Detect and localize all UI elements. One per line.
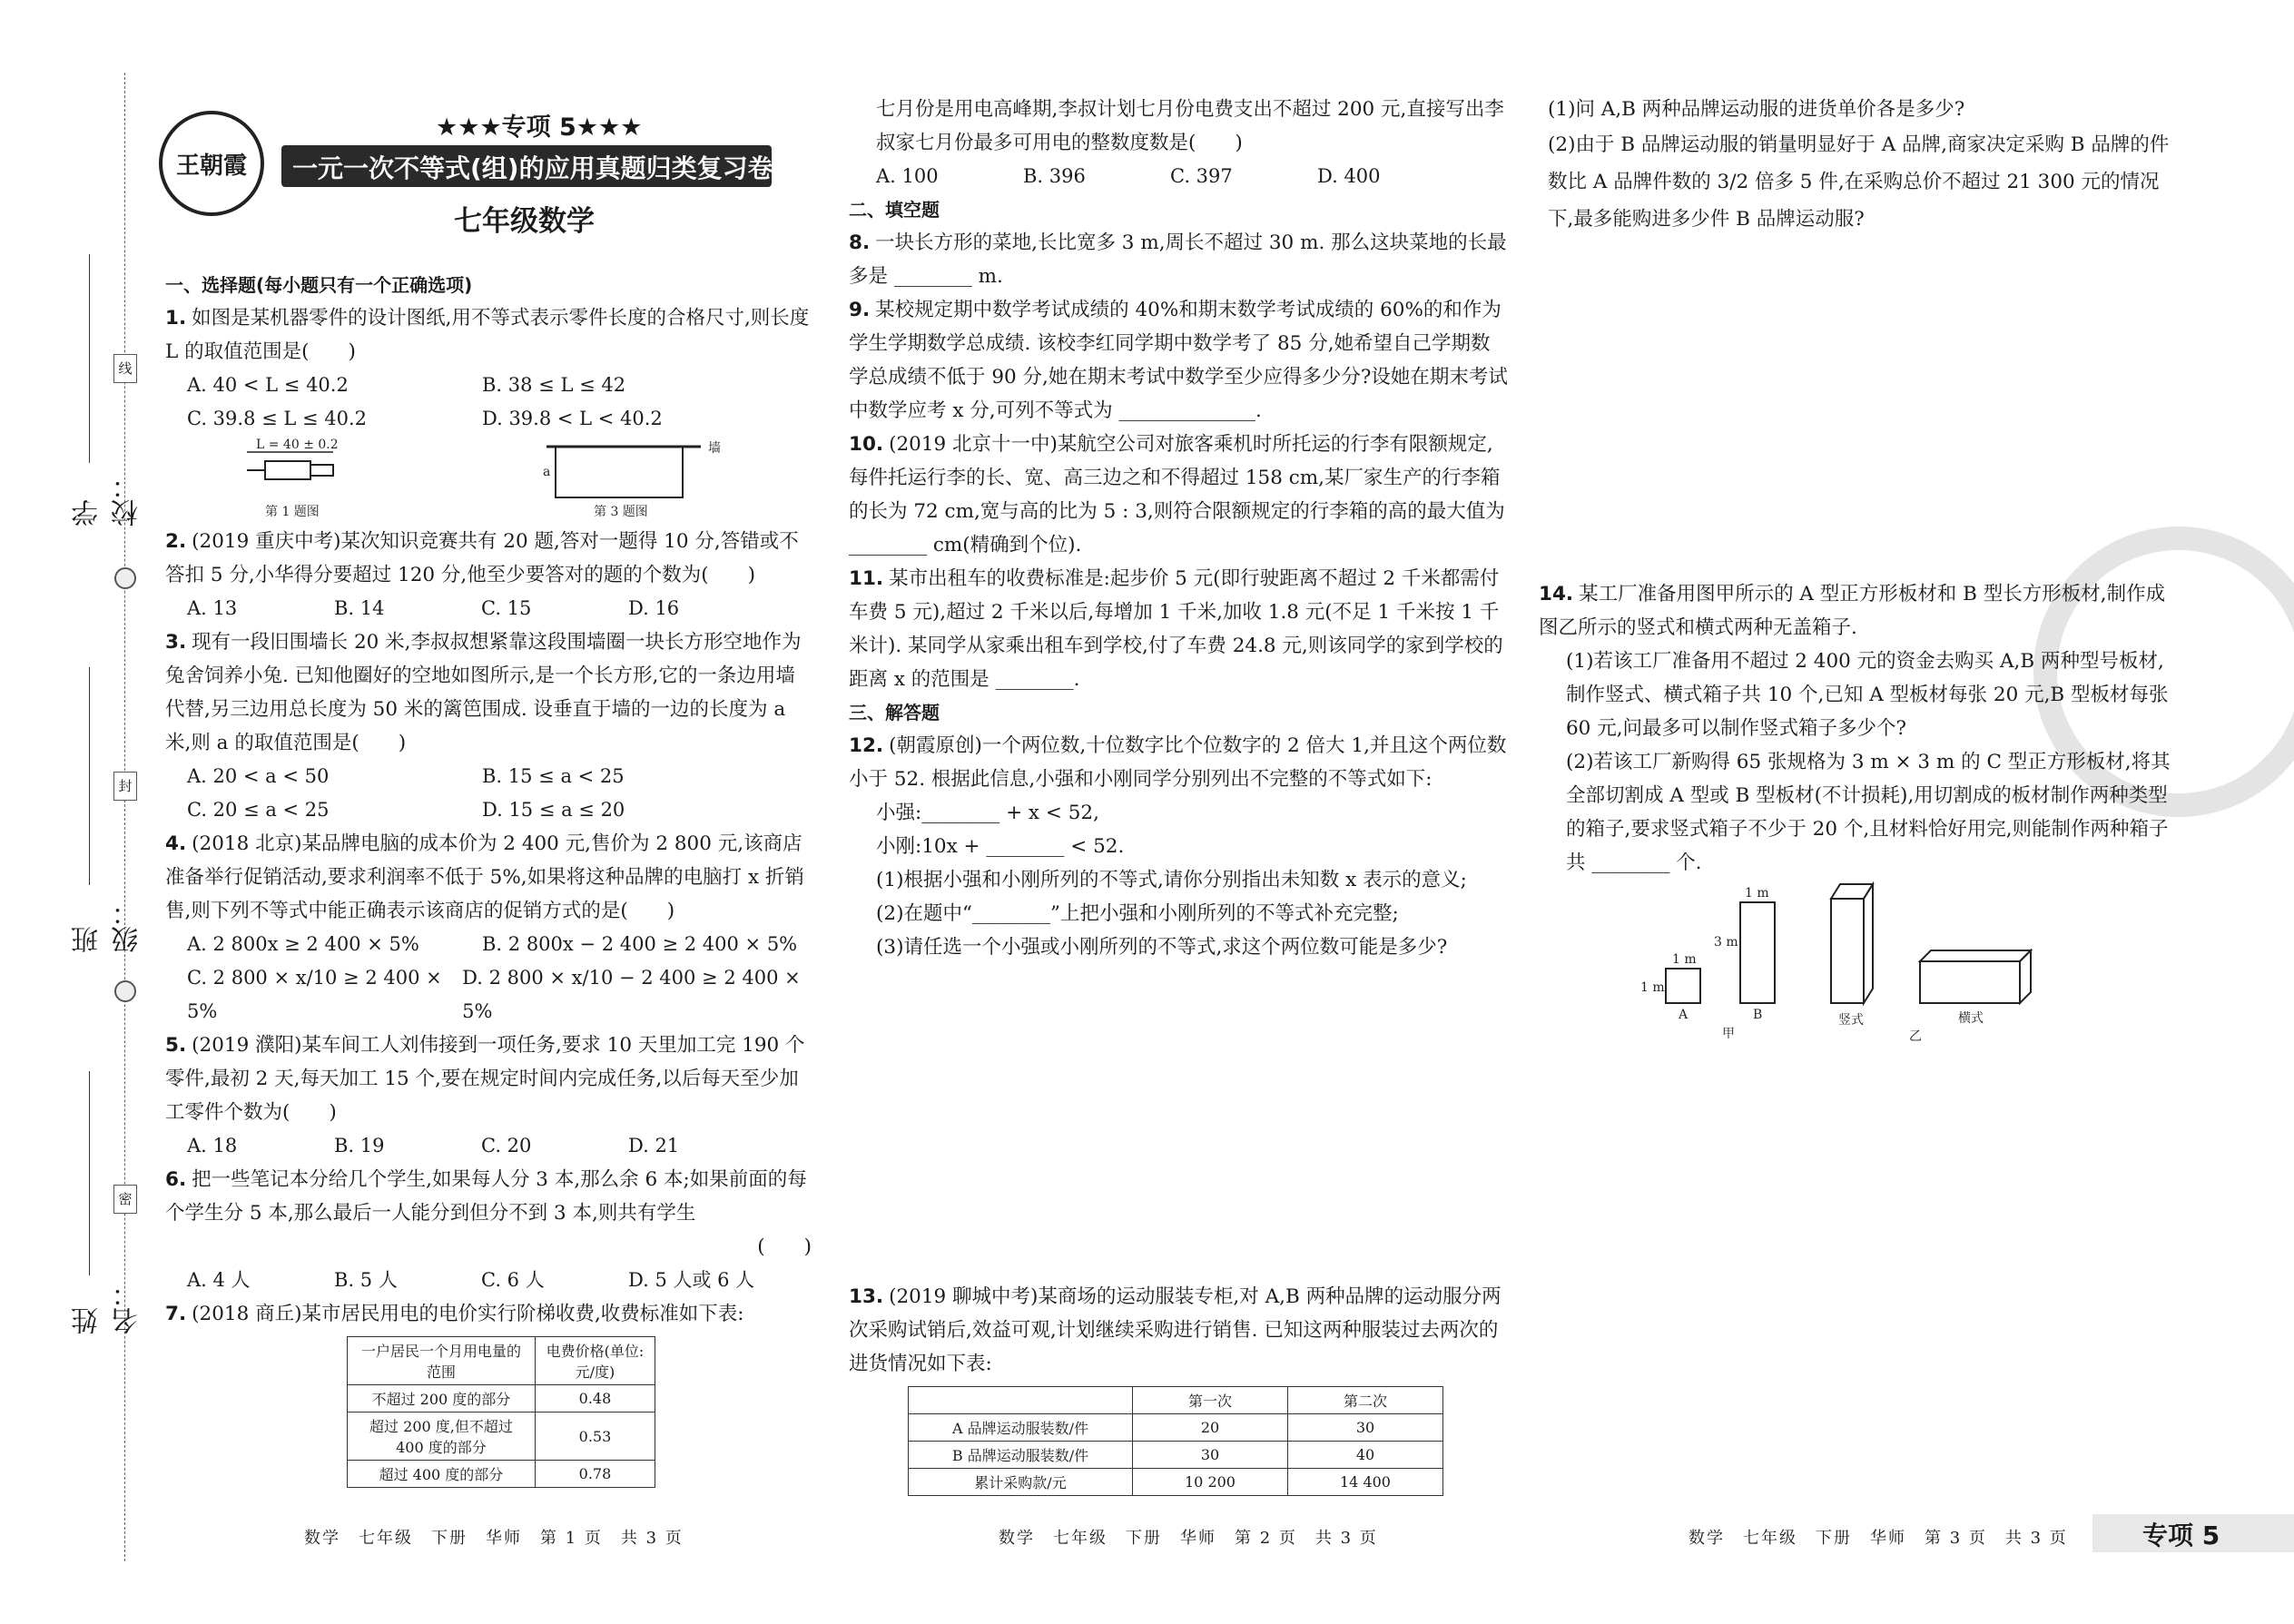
board-a-side: 1 m	[1640, 980, 1665, 995]
table-row	[348, 1412, 655, 1461]
logo-text: 王朝霞	[175, 152, 247, 180]
table-cell: 累计采购款/元	[909, 1469, 1133, 1496]
question-number: 1.	[165, 307, 187, 330]
option-c[interactable]: C. 39.8 ≤ L ≤ 40.2	[187, 408, 368, 429]
option-d[interactable]: D. 39.8 < L < 40.2	[482, 408, 663, 429]
binding-tag-mi: 密	[113, 1185, 137, 1214]
page-title: 一元一次不等式(组)的应用真题归类复习卷	[292, 153, 773, 183]
page-3	[1539, 0, 2294, 1624]
logo-badge	[159, 111, 264, 216]
question-10	[849, 428, 1510, 562]
question-text: 某工厂准备用图甲所示的 A 型正方形板材和 B 型长方形板材,制作成图乙所示的竖式和横式两种无盖箱子.	[1539, 583, 2166, 639]
table-header-cell: 电费价格(单位:元/度)	[535, 1337, 655, 1385]
table-cell: 0.78	[535, 1461, 655, 1488]
figure-yi-caption: 乙	[1909, 1029, 1922, 1044]
question-12-sub1: (1)根据小强和小刚所列的不等式,请你分别指出未知数 x 表示的意义;	[876, 869, 1467, 891]
question-number: 12.	[849, 734, 884, 757]
option-c[interactable]: C. 20	[481, 1135, 532, 1156]
table-cell: 不超过 200 度的部分	[348, 1385, 536, 1412]
question-13-sub2: (2)由于 B 品牌运动服的销量明显好于 A 品牌,商家决定采购 B 品牌的件数比 A 品牌件数的 3/2 倍多 5 件,在采购总价不超过 21 300 元的情况下,最多能购进多少件 B 品牌运动服?	[1548, 133, 2170, 231]
table-header-cell: 第一次	[1133, 1387, 1288, 1414]
question-text: 某市出租车的收费标准是:起步价 5 元(即行驶距离不超过 2 千米都需付车费 5 元),超过 2 千米以后,每增加 1 千米,加收 1.8 元(不足 1 千米按 1 千米计). 某同学从家乘出租车到学校,付了车费 24.8 元,则该同学的家到学校的距离 x 的范围是 ________.	[849, 567, 1503, 691]
question-number: 6.	[165, 1168, 187, 1191]
option-d[interactable]: D. 5 人或 6 人	[628, 1269, 755, 1291]
table-cell: 14 400	[1288, 1469, 1443, 1496]
option-c[interactable]: C. 20 ≤ a < 25	[187, 799, 330, 821]
question-14-sub1: (1)若该工厂准备用不超过 2 400 元的资金去购买 A,B 两种型号板材,制作竖式、横式箱子共 10 个,已知 A 型板材每张 20 元,B 型板材每张 60 元,问最多可以制作竖式箱子多少个?	[1566, 650, 2169, 740]
vertical-box-label: 竖式	[1838, 1013, 1864, 1028]
page-1	[154, 0, 817, 1624]
page-footer: 数学 七年级 下册 华师 第 1 页 共 3 页	[304, 1529, 684, 1548]
question-8	[849, 226, 1510, 293]
electricity-price-table	[347, 1336, 655, 1488]
school-line	[89, 254, 90, 463]
option-b[interactable]: B. 38 ≤ L ≤ 42	[482, 374, 626, 396]
question-3	[165, 625, 812, 760]
board-b-rect	[1740, 902, 1775, 1003]
option-b[interactable]: B. 19	[334, 1135, 385, 1156]
option-d[interactable]: D. 15 ≤ a ≤ 20	[482, 799, 625, 821]
question-text: (2018 商丘)某市居民用电的电价实行阶梯收费,收费标准如下表:	[192, 1303, 744, 1325]
option-a[interactable]: A. 2 800x ≥ 2 400 × 5%	[187, 933, 419, 955]
table-row	[909, 1442, 1443, 1469]
option-a[interactable]: A. 13	[187, 597, 238, 619]
table-cell: 30	[1133, 1442, 1288, 1469]
question-text: (2019 北京十一中)某航空公司对旅客乘机时所托运的行李有限额规定,每件托运行李的长、宽、高三边之和不得超过 158 cm,某厂家生产的行李箱的长为 72 cm,宽与高的比为 5 : 3,则符合限额规定的行李箱的高的最大值为 ________ cm(精确到个位).	[849, 433, 1505, 556]
option-c[interactable]: C. 2 800 × x/10 ≥ 2 400 × 5%	[187, 967, 442, 1022]
option-a[interactable]: A. 40 < L ≤ 40.2	[187, 374, 349, 396]
question-text: (朝霞原创)一个两位数,十位数字比个位数字的 2 倍大 1,并且这个两位数小于 52. 根据此信息,小强和小刚同学分别列出不完整的不等式如下:	[849, 734, 1507, 791]
options-1b	[165, 402, 812, 436]
side-a-label: a	[543, 465, 551, 479]
wall-label: 墙	[708, 441, 721, 456]
options-5	[165, 1129, 812, 1163]
binding-hole-1	[114, 567, 136, 589]
page-footer: 数学 七年级 下册 华师 第 3 页 共 3 页	[1689, 1529, 2068, 1548]
question-number: 7.	[165, 1303, 187, 1325]
question-14	[1539, 577, 2183, 645]
question-text: (2018 北京)某品牌电脑的成本价为 2 400 元,售价为 2 800 元,该商店准备举行促销活动,要求利润率不低于 5%,如果将这种品牌的电脑打 x 折销售,则下列不等式中能正确表示该商店的促销方式的是( )	[165, 832, 804, 922]
page-2	[849, 0, 1511, 1624]
figures-q1-q3	[165, 436, 812, 525]
question-13-sub1: (1)问 A,B 两种品牌运动服的进货单价各是多少?	[1548, 98, 1965, 121]
box-figure	[1639, 881, 2183, 1044]
option-d[interactable]: D. 21	[628, 1135, 680, 1156]
question-7	[165, 1297, 812, 1331]
page-subtitle: 七年级数学	[454, 205, 595, 238]
class-line	[89, 667, 90, 885]
answer-paren: ( )	[757, 1235, 812, 1258]
question-12	[849, 729, 1510, 796]
options-3b	[165, 793, 812, 827]
option-d[interactable]: D. 2 800 × x/10 − 2 400 ≥ 2 400 × 5%	[462, 967, 801, 1022]
horizontal-box-top	[1920, 950, 2031, 961]
plug-body	[265, 461, 310, 479]
table-cell: 20	[1133, 1414, 1288, 1442]
question-number: 9.	[849, 299, 871, 321]
option-c[interactable]: C. 6 人	[481, 1269, 545, 1291]
table-header-row	[909, 1387, 1443, 1414]
options-6	[165, 1264, 812, 1297]
question-12-sub2: (2)在题中“________”上把小强和小刚所列的不等式补充完整;	[876, 902, 1399, 925]
table-cell: 0.53	[535, 1412, 655, 1461]
name-line	[89, 1071, 90, 1275]
options-4	[165, 928, 812, 961]
question-number: 5.	[165, 1034, 187, 1057]
binding-margin: 学校： 班级： 姓名： 线 封 密	[0, 0, 154, 1624]
option-a[interactable]: A. 18	[187, 1135, 238, 1156]
page-footer: 数学 七年级 下册 华师 第 2 页 共 3 页	[999, 1529, 1378, 1548]
table-row	[348, 1461, 655, 1488]
horizontal-box-front	[1920, 961, 2020, 1003]
vertical-box-front	[1831, 899, 1864, 1003]
vertical-box-side	[1864, 884, 1873, 1003]
figure-jia-caption: 甲	[1722, 1027, 1735, 1041]
option-c[interactable]: C. 397	[1170, 165, 1233, 187]
option-b[interactable]: B. 14	[334, 597, 385, 619]
table-header-cell: 第二次	[1288, 1387, 1443, 1414]
board-b-width: 1 m	[1745, 886, 1769, 901]
dimension-label: L = 40 ± 0.2	[256, 438, 339, 452]
question-number: 11.	[849, 567, 884, 590]
question-number: 3.	[165, 631, 187, 654]
options-1	[165, 369, 812, 402]
board-b-label: B	[1753, 1008, 1763, 1022]
section-fill-heading: 二、填空题	[849, 199, 940, 221]
binding-tag-feng: 封	[113, 772, 137, 801]
question-6	[165, 1163, 812, 1230]
table-row	[348, 1385, 655, 1412]
question-text: 某校规定期中数学考试成绩的 40%和期末数学考试成绩的 60%的和作为学生学期数学总成绩. 该校李红同学期中数学考了 85 分,她希望自己学期数学总成绩不低于 90 分,她在期末考试中数学至少应得多少分?设她在期末考试中数学应考 x 分,可列不等式为 ______________.	[849, 299, 1508, 422]
option-c[interactable]: C. 15	[481, 597, 532, 619]
option-d[interactable]: D. 400	[1317, 165, 1381, 187]
table-cell: 0.48	[535, 1385, 655, 1412]
question-1	[165, 301, 812, 369]
question-number: 13.	[849, 1285, 884, 1308]
question-11	[849, 562, 1510, 696]
rabbit-pen-rect	[556, 447, 683, 497]
question-number: 4.	[165, 832, 187, 855]
board-b-height: 3 m	[1714, 935, 1738, 950]
option-a[interactable]: A. 20 < a < 50	[187, 765, 330, 787]
table-cell: A 品牌运动服装数/件	[909, 1414, 1133, 1442]
option-d[interactable]: D. 16	[628, 597, 680, 619]
binding-tag-xian: 线	[113, 354, 137, 383]
board-a-top: 1 m	[1672, 952, 1697, 967]
section-answer-heading: 三、解答题	[849, 702, 940, 723]
spark-plug-figure	[165, 436, 812, 525]
question-text: 如图是某机器零件的设计图纸,用不等式表示零件长度的合格尺寸,则长度 L 的取值范围是( )	[165, 307, 810, 363]
horizontal-box-label: 横式	[1958, 1011, 1984, 1026]
table-cell: B 品牌运动服装数/件	[909, 1442, 1133, 1469]
table-header-row	[348, 1337, 655, 1385]
question-number: 8.	[849, 231, 871, 254]
figure-3-caption: 第 3 题图	[594, 505, 648, 519]
option-b[interactable]: B. 2 800x − 2 400 ≥ 2 400 × 5%	[482, 933, 798, 955]
xiaogang-inequality: 小刚:10x + ________ < 52.	[876, 835, 1125, 858]
table-cell: 30	[1288, 1414, 1443, 1442]
option-b[interactable]: B. 5 人	[334, 1269, 398, 1291]
board-a-label: A	[1679, 1008, 1689, 1022]
question-5	[165, 1029, 812, 1129]
question-text: 现有一段旧围墙长 20 米,李叔叔想紧靠这段围墙圈一块长方形空地作为兔舍饲养小兔. 已知他圈好的空地如图所示,是一个长方形,它的一条边用墙代替,另三边用总长度为 50 米的篱笆围成. 设垂直于墙的一边的长度为 a 米,则 a 的取值范围是( )	[165, 631, 802, 754]
options-7	[849, 160, 1510, 193]
section-choice-heading: 一、选择题(每小题只有一个正确选项)	[165, 274, 473, 296]
question-text: 把一些笔记本分给几个学生,如果每人分 3 本,那么余 6 本;如果前面的每个学生分 5 本,那么最后一人能分到但分不到 3 本,则共有学生	[165, 1168, 807, 1225]
purchase-table	[908, 1386, 1443, 1496]
table-cell: 10 200	[1133, 1469, 1288, 1496]
question-2	[165, 525, 812, 592]
figure-1-caption: 第 1 题图	[265, 505, 320, 519]
table-header-cell	[909, 1387, 1133, 1414]
options-4b	[165, 961, 812, 1029]
binding-hole-2	[114, 980, 136, 1002]
question-13	[849, 1280, 1510, 1381]
question-text: (2019 聊城中考)某商场的运动服装专柜,对 A,B 两种品牌的运动服分两次采购试销后,效益可观,计划继续采购进行销售. 已知这两种服装过去两次的进货情况如下表:	[849, 1285, 1501, 1375]
option-a[interactable]: A. 4 人	[187, 1269, 251, 1291]
table-cell: 40	[1288, 1442, 1443, 1469]
header-special: ★★★专项 5★★★	[436, 113, 643, 142]
question-14-sub2: (2)若该工厂新购得 65 张规格为 3 m × 3 m 的 C 型正方形板材,将其全部切割成 A 型或 B 型板材(不计损耗),用切割成的板材制作两种类型的箱子,要求竖式箱子不少于 20 个,且材料恰好用完,则能制作两种箱子共 ________ 个.	[1566, 751, 2171, 874]
question-7-continued: 七月份是用电高峰期,李叔计划七月份电费支出不超过 200 元,直接写出李叔家七月份最多可用电的整数度数是( )	[876, 98, 1504, 154]
options-2	[165, 592, 812, 625]
table-header-cell: 一户居民一个月用电量的范围	[348, 1337, 536, 1385]
binding-dashed-line	[124, 73, 125, 1561]
question-12-sub3: (3)请任选一个小强或小刚所列的不等式,求这个两位数可能是多少?	[876, 936, 1448, 959]
table-row	[909, 1414, 1443, 1442]
table-cell: 超过 400 度的部分	[348, 1461, 536, 1488]
table-row	[909, 1469, 1443, 1496]
question-text: 一块长方形的菜地,长比宽多 3 m,周长不超过 30 m. 那么这块菜地的长最多是 ________ m.	[849, 231, 1507, 288]
table-cell: 超过 200 度,但不超过 400 度的部分	[348, 1412, 536, 1461]
corner-label: 专项 5	[2142, 1521, 2220, 1550]
vertical-box-top	[1831, 884, 1873, 899]
question-text: (2019 濮阳)某车间工人刘伟接到一项任务,要求 10 天里加工完 190 个零件,最初 2 天,每天加工 15 个,要在规定时间内完成任务,以后每天至少加工零件个数为( )	[165, 1034, 805, 1124]
option-a[interactable]: A. 100	[876, 165, 939, 187]
question-9	[849, 293, 1510, 428]
question-4	[165, 827, 812, 928]
option-b[interactable]: B. 396	[1023, 165, 1086, 187]
question-number: 10.	[849, 433, 884, 456]
question-number: 2.	[165, 530, 187, 553]
option-b[interactable]: B. 15 ≤ a < 25	[482, 765, 625, 787]
question-text: (2019 重庆中考)某次知识竞赛共有 20 题,答对一题得 10 分,答错或不答扣 5 分,小华得分要超过 120 分,他至少要答对的题的个数为( )	[165, 530, 799, 586]
options-3	[165, 760, 812, 793]
board-a-square	[1666, 969, 1700, 1003]
question-number: 14.	[1539, 583, 1574, 605]
horizontal-box-side	[2020, 950, 2031, 1003]
xiaoqiang-inequality: 小强:________ + x < 52,	[876, 802, 1099, 824]
